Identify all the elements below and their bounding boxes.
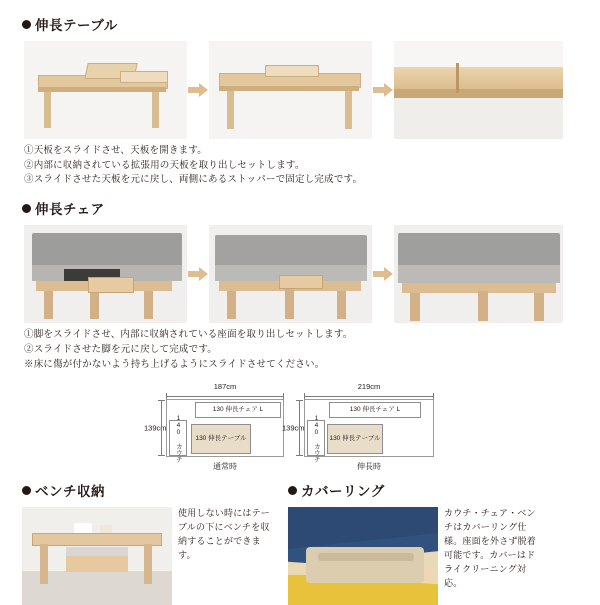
section-title-chair-label: 伸長チェア — [35, 202, 105, 218]
panel-covering — [288, 480, 542, 605]
chair-step3-photo — [394, 225, 563, 323]
extended-room-box — [282, 399, 434, 463]
extended-item-chair: 130 伸長チェア L — [329, 402, 421, 418]
arrow-2 — [372, 41, 394, 139]
section-title-covering — [288, 480, 542, 500]
extended-depth-label: 139cm — [282, 423, 305, 433]
table-notes — [24, 144, 578, 188]
extended-item-table: 130 伸長テーブル — [327, 424, 383, 454]
bullet-icon — [22, 20, 31, 29]
table-note-3: ③スライドさせた天板を元に戻し、両側にあるストッパーで固定し完成です。 — [24, 174, 363, 186]
normal-width-label: 187cm — [213, 382, 237, 392]
arrow-1 — [187, 41, 209, 139]
bench-storage-text: 使用しない時にはテーブルの下にベンチを収納することができます。 — [178, 508, 271, 561]
table-photo-row — [24, 41, 578, 139]
chair-step1-photo — [24, 225, 187, 323]
table-step3-photo — [394, 41, 563, 139]
section-title-bench-label: ベンチ収納 — [35, 484, 105, 500]
section-title-table-label: 伸長テーブル — [35, 18, 118, 33]
normal-depth-label: 139cm — [144, 423, 167, 433]
layout-diagram-normal — [144, 382, 284, 472]
bench-storage-photo — [22, 507, 172, 605]
normal-room-box — [144, 399, 284, 463]
normal-caption: 通常時 — [213, 462, 237, 472]
covering-text: カウチ・チェア・ベンチはカバーリング仕様。座面を外さず脱着可能です。カバーはドライクリーニング対応。 — [444, 508, 537, 588]
extended-depth-dimension — [283, 400, 303, 456]
chair-notes — [24, 328, 578, 372]
chair-photo-row — [24, 225, 578, 323]
layout-diagrams — [22, 382, 578, 472]
bullet-icon — [288, 486, 297, 495]
covering-photo — [288, 507, 438, 605]
table-step1-photo — [24, 41, 187, 139]
extended-caption: 伸長時 — [357, 462, 381, 472]
section-title-table — [22, 14, 578, 34]
bullet-icon — [22, 204, 31, 213]
normal-item-table: 130 伸長テーブル — [191, 424, 251, 454]
section-extension-chair — [22, 198, 578, 372]
extended-item-sofa: 140 カウチ — [307, 420, 325, 456]
section-title-bench — [22, 480, 276, 500]
panel-bench-storage — [22, 480, 276, 605]
arrow-3 — [187, 225, 209, 323]
normal-item-sofa: 140 カウチ — [169, 420, 187, 456]
layout-diagram-extended — [282, 382, 434, 472]
table-step2-photo — [209, 41, 372, 139]
chair-note-1: ①脚をスライドさせ、内部に収納されている座面を取り出しセットします。 — [24, 329, 353, 341]
table-note-2: ②内部に収納されている拡張用の天板を取り出しセットします。 — [24, 159, 305, 171]
section-title-covering-label: カバーリング — [301, 484, 385, 500]
chair-step2-photo — [209, 225, 372, 323]
bullet-icon — [22, 486, 31, 495]
extended-width-label: 219cm — [357, 382, 381, 392]
arrow-4 — [372, 225, 394, 323]
chair-note-2: ②スライドさせた脚を元に戻して完成です。 — [24, 343, 217, 355]
chair-note-3: ※床に傷が付かないよう持ち上げるようにスライドさせてください。 — [24, 358, 325, 370]
normal-depth-dimension — [145, 400, 165, 456]
normal-item-chair: 130 伸長チェア L — [195, 402, 281, 418]
bottom-panels — [22, 480, 578, 605]
table-note-1: ①天板をスライドさせ、天板を開きます。 — [24, 145, 207, 156]
section-extension-table — [22, 14, 578, 188]
section-title-chair — [22, 198, 578, 218]
